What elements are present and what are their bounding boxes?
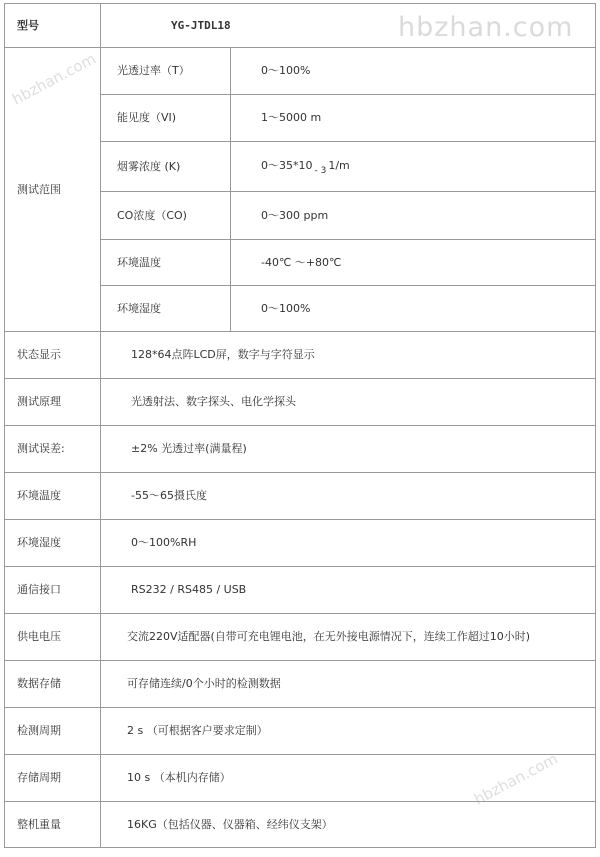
spec-row <box>5 520 596 567</box>
measure-range-row <box>5 48 596 95</box>
spec-label: 整机重量 <box>5 802 101 848</box>
spec-label: 通信接口 <box>5 567 101 614</box>
spec-row <box>5 567 596 614</box>
range-param: 烟雾浓度 (K) <box>101 142 231 192</box>
watermark-right: hbzhan.com <box>471 749 561 809</box>
model-number: YG-JTDL18 <box>101 4 596 48</box>
spec-row <box>5 614 596 661</box>
spec-value: 可存储连续/0个小时的检测数据 <box>101 661 596 708</box>
spec-row <box>5 473 596 520</box>
spec-value: 128*64点阵LCD屏，数字与字符显示 <box>101 332 596 379</box>
spec-label: 环境湿度 <box>5 520 101 567</box>
range-param: 光透过率（T） <box>101 48 231 95</box>
spec-label: 存储周期 <box>5 755 101 802</box>
range-param: 能见度（VI) <box>101 95 231 142</box>
smoke-value-exponent: - 3 <box>314 166 327 176</box>
smoke-value-unit: 1/m <box>328 159 350 172</box>
range-value: 0～300 ppm <box>231 192 596 240</box>
spec-value: ±2% 光透过率(满量程) <box>101 426 596 473</box>
spec-row <box>5 755 596 802</box>
spec-row <box>5 661 596 708</box>
spec-row <box>5 708 596 755</box>
range-param: 环境温度 <box>101 240 231 286</box>
range-value: 0～100% <box>231 48 596 95</box>
spec-row <box>5 379 596 426</box>
watermark-left: hbzhan.com <box>9 49 99 109</box>
watermark-top: hbzhan.com <box>398 12 574 43</box>
spec-value: -55～65摄氏度 <box>101 473 596 520</box>
range-param: 环境湿度 <box>101 286 231 332</box>
spec-table <box>4 3 596 848</box>
spec-row <box>5 426 596 473</box>
range-value: 1～5000 m <box>231 95 596 142</box>
spec-value: 16KG（包括仪器、仪器箱、经纬仪支架） <box>101 802 596 848</box>
spec-value: 10 s （本机内存储） <box>101 755 596 802</box>
spec-row <box>5 802 596 848</box>
range-value: -40℃ ～+80℃ <box>231 240 596 286</box>
spec-value: 光透射法、数字探头、电化学探头 <box>101 379 596 426</box>
smoke-value-main: 0～35*10 <box>261 159 313 172</box>
spec-label: 测试原理 <box>5 379 101 426</box>
spec-label: 测试误差: <box>5 426 101 473</box>
header-row <box>5 4 596 48</box>
spec-row <box>5 332 596 379</box>
spec-value: 2 s （可根据客户要求定制） <box>101 708 596 755</box>
spec-value: RS232 / RS485 / USB <box>101 567 596 614</box>
range-value: 0～100% <box>231 286 596 332</box>
spec-label: 状态显示 <box>5 332 101 379</box>
measure-range-label: 测试范围 <box>5 48 101 332</box>
range-value <box>231 142 596 192</box>
spec-value: 0～100%RH <box>101 520 596 567</box>
spec-label: 环境温度 <box>5 473 101 520</box>
header-label: 型号 <box>5 4 101 48</box>
range-param: CO浓度（CO) <box>101 192 231 240</box>
spec-value: 交流220V适配器(自带可充电锂电池，在无外接电源情况下，连续工作超过10小时) <box>101 614 596 661</box>
spec-label: 供电电压 <box>5 614 101 661</box>
spec-label: 检测周期 <box>5 708 101 755</box>
spec-label: 数据存储 <box>5 661 101 708</box>
